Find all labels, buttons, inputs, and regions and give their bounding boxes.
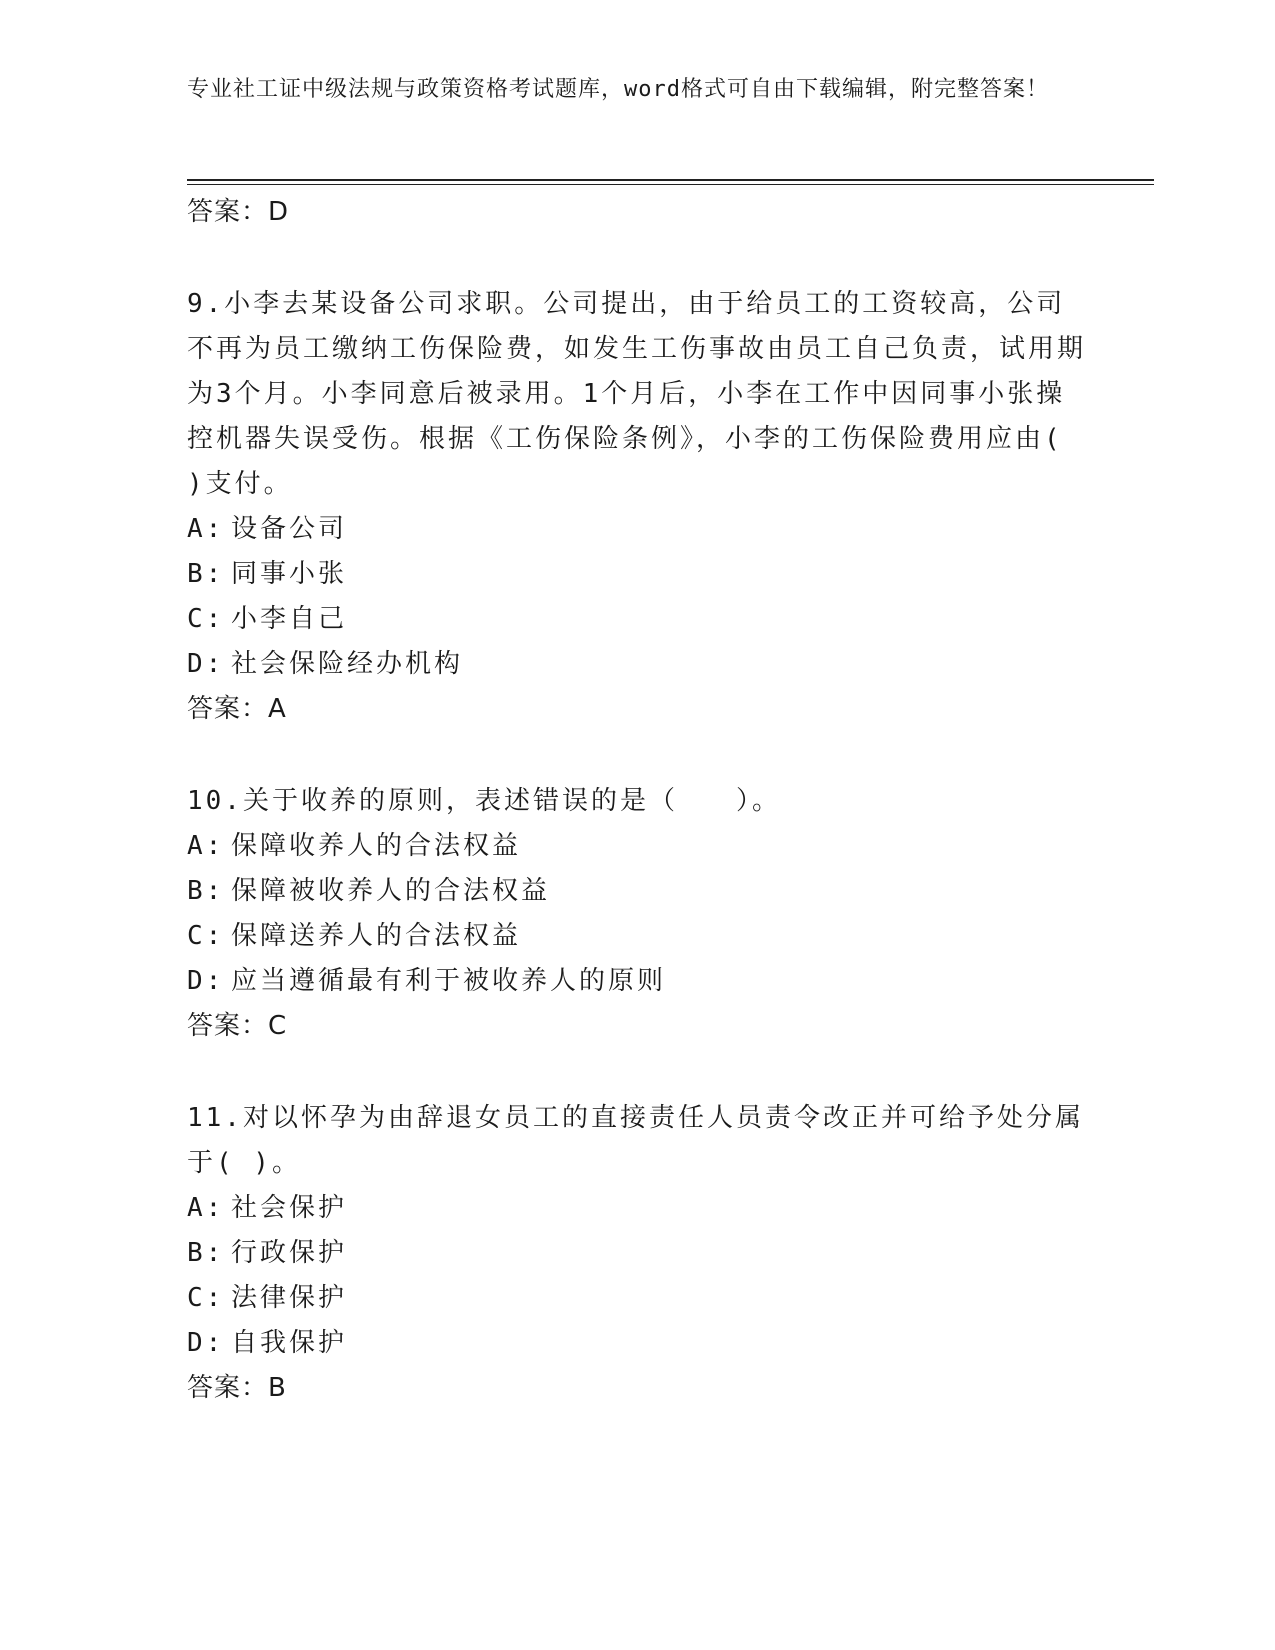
option-text: 保障被收养人的合法权益	[231, 876, 551, 906]
question-text: 10.关于收养的原则，表述错误的是（ ）。	[187, 786, 781, 816]
header-divider-thick	[187, 179, 1154, 181]
header-divider-thin	[187, 184, 1154, 185]
option-text: 法律保护	[231, 1283, 348, 1313]
option-label: D:	[187, 1328, 225, 1358]
option-c	[187, 597, 1087, 642]
option-label: A:	[187, 831, 225, 861]
answer-line: 答案：C	[187, 1011, 288, 1041]
option-text: 设备公司	[231, 514, 348, 544]
option-text: 行政保护	[231, 1238, 348, 1268]
question-block	[187, 779, 1087, 1048]
option-label: C:	[187, 604, 225, 634]
option-a	[187, 507, 1087, 552]
previous-answer: 答案：D	[187, 197, 290, 227]
option-label: A:	[187, 1193, 225, 1223]
option-label: B:	[187, 1238, 225, 1268]
option-a	[187, 824, 1087, 869]
option-d	[187, 642, 1087, 687]
question-text: 9.小李去某设备公司求职。公司提出，由于给员工的工资较高，公司不再为员工缴纳工伤保险费，如发生工伤事故由员工自己负责，试用期为3个月。小李同意后被录用。1个月后，小李在工作中因同事小张操控机器失误受伤。根据《工伤保险条例》，小李的工伤保险费用应由( )支付。	[187, 289, 1087, 499]
option-label: A:	[187, 514, 225, 544]
option-label: D:	[187, 966, 225, 996]
option-text: 同事小张	[231, 559, 348, 589]
option-text: 社会保护	[231, 1193, 348, 1223]
option-b	[187, 552, 1087, 597]
question-list	[187, 190, 1087, 1410]
question-text: 11.对以怀孕为由辞退女员工的直接责任人员责令改正并可给予处分属于( )。	[187, 1103, 1084, 1178]
option-text: 保障收养人的合法权益	[231, 831, 522, 861]
option-text: 社会保险经办机构	[231, 649, 464, 679]
document-header: 专业社工证中级法规与政策资格考试题库，word格式可自由下载编辑，附完整答案！	[187, 77, 1049, 102]
option-label: C:	[187, 921, 225, 951]
option-d	[187, 959, 1087, 1004]
question-block	[187, 282, 1087, 731]
option-text: 小李自己	[231, 604, 348, 634]
option-text: 保障送养人的合法权益	[231, 921, 522, 951]
answer-line: 答案：A	[187, 694, 287, 724]
option-b	[187, 1231, 1087, 1276]
option-c	[187, 914, 1087, 959]
option-b	[187, 869, 1087, 914]
option-d	[187, 1321, 1087, 1366]
option-label: C:	[187, 1283, 225, 1313]
option-c	[187, 1276, 1087, 1321]
question-block	[187, 1096, 1087, 1410]
option-label: B:	[187, 876, 225, 906]
option-label: B:	[187, 559, 225, 589]
option-a	[187, 1186, 1087, 1231]
option-text: 应当遵循最有利于被收养人的原则	[231, 966, 667, 996]
option-label: D:	[187, 649, 225, 679]
answer-line: 答案：B	[187, 1373, 287, 1403]
option-text: 自我保护	[231, 1328, 348, 1358]
